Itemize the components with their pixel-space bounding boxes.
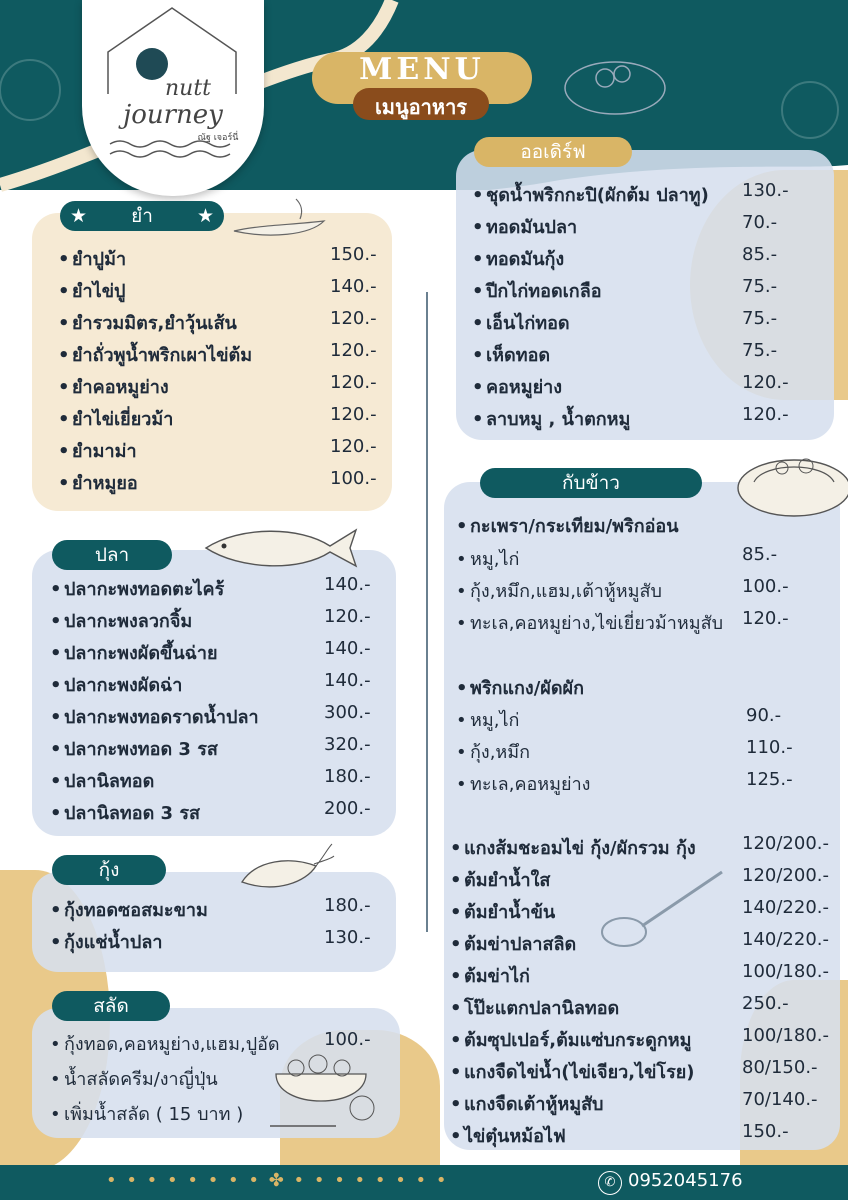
menu-item-name: • ต้มข่าไก่ xyxy=(450,966,530,987)
menu-item-name: • ปลานิลทอด 3 รส xyxy=(50,803,200,824)
menu-item-name: • กุ้งแช่น้ำปลา xyxy=(50,932,163,953)
menu-item-price: 130.- xyxy=(742,180,789,201)
menu-item-price: 140.- xyxy=(324,670,371,691)
kung-label: กุ้ง xyxy=(52,855,166,885)
menu-item-price: 120.- xyxy=(330,308,377,329)
menu-item-name: • กุ้งทอดซอสมะขาม xyxy=(50,900,208,921)
menu-item-price: 110.- xyxy=(746,737,793,758)
menu-item-price: 100.- xyxy=(330,468,377,489)
menu-item-price: 180.- xyxy=(324,766,371,787)
menu-item-name: • แกงส้มชะอมไข่ กุ้ง/ผักรวม กุ้ง xyxy=(450,838,696,859)
menu-item-name: • ปลานิลทอด xyxy=(50,771,155,792)
menu-item-price: 320.- xyxy=(324,734,371,755)
menu-item-name: • ต้มซุปเปอร์,ต้มแซ่บกระดูกหมู xyxy=(450,1030,692,1051)
menu-item-name: • โป๊ะแตกปลานิลทอด xyxy=(450,998,620,1019)
yam-label: ยำ xyxy=(131,205,153,227)
menu-item-price: 140.- xyxy=(330,276,377,297)
menu-item-name: • ยำหมูยอ xyxy=(58,473,138,494)
ladle-icon xyxy=(598,866,728,950)
menu-item-price: 85.- xyxy=(742,244,778,265)
menu-item-name: • กุ้ง,หมึก,แฮม,เต้าหู้หมูสับ xyxy=(456,581,662,602)
menu-item-name: • ยำไข่เยี่ยวม้า xyxy=(58,409,174,430)
menu-item-price: 70.- xyxy=(742,212,778,233)
chili-icon xyxy=(230,195,330,245)
salad-bowl-icon xyxy=(266,1048,384,1132)
brand-line1: nutt xyxy=(164,76,212,101)
menu-title-th: เมนูอาหาร xyxy=(374,95,468,119)
salad-label: สลัด xyxy=(52,991,170,1021)
menu-item-price: 140.- xyxy=(324,574,371,595)
menu-item-name: • ทะเล,คอหมูย่าง,ไข่เยี่ยวม้าหมูสับ xyxy=(456,613,724,634)
curry-plate-icon xyxy=(734,432,848,522)
menu-title-en: MENU xyxy=(359,52,485,87)
menu-item-name: • ทอดมันกุ้ง xyxy=(472,249,565,270)
menu-item-price: 100.- xyxy=(324,1029,371,1050)
menu-item-name: • กุ้ง,หมึก xyxy=(456,742,531,763)
brand-small: ณัฐ เจอร์นี่ xyxy=(197,133,239,143)
menu-item-name: • ปลากะพงทอด 3 รส xyxy=(50,739,218,760)
menu-item-name: • หมู,ไก่ xyxy=(456,710,520,731)
plate-sketch-icon xyxy=(560,50,670,120)
menu-item-name: • แกงจืดเต้าหู้หมูสับ xyxy=(450,1094,604,1115)
star-icon: ★ xyxy=(70,205,88,227)
menu-item-price: 75.- xyxy=(742,308,778,329)
menu-item-price: 150.- xyxy=(742,1121,789,1142)
kapkhao-group2-title: • พริกแกง/ผัดผัก xyxy=(456,678,584,699)
orderve-label: ออเดิร์ฟ xyxy=(474,137,632,167)
menu-item-name: • ปลากะพงผัดฉ่า xyxy=(50,675,183,696)
menu-item-name: • ทะเล,คอหมูย่าง xyxy=(456,774,591,795)
menu-item-price: 80/150.- xyxy=(742,1057,818,1078)
menu-item-name: • ยำรวมมิตร,ยำวุ้นเส้น xyxy=(58,313,237,334)
menu-item-price: 125.- xyxy=(746,769,793,790)
pla-label: ปลา xyxy=(52,540,172,570)
menu-item-name: • ยำไข่ปู xyxy=(58,281,126,302)
menu-item-name: • ต้มยำน้ำข้น xyxy=(450,902,556,923)
menu-item-price: 140/220.- xyxy=(742,897,829,918)
menu-item-price: 120.- xyxy=(742,608,789,629)
menu-item-price: 70/140.- xyxy=(742,1089,818,1110)
shrimp-icon xyxy=(236,842,336,904)
kapkhao-group1-title: • กะเพรา/กระเทียม/พริกอ่อน xyxy=(456,516,679,537)
menu-item-name: • น้ำสลัดครีม/งาญี่ปุ่น xyxy=(50,1069,218,1090)
menu-item-name: • ปลากะพงผัดขึ้นฉ่าย xyxy=(50,643,218,664)
kapkhao-label: กับข้าว xyxy=(480,468,702,498)
menu-item-price: 200.- xyxy=(324,798,371,819)
menu-item-name: • ยำคอหมูย่าง xyxy=(58,377,169,398)
menu-item-price: 120.- xyxy=(324,606,371,627)
menu-item-price: 75.- xyxy=(742,276,778,297)
logo-card xyxy=(82,0,264,196)
menu-item-name: • ต้มข่าปลาสลิด xyxy=(450,934,577,955)
menu-item-name: • ปลากะพงทอดราดน้ำปลา xyxy=(50,707,259,728)
menu-item-price: 100/180.- xyxy=(742,1025,829,1046)
menu-item-price: 120.- xyxy=(742,404,789,425)
menu-item-name: • ลาบหมู , น้ำตกหมู xyxy=(472,409,631,430)
menu-item-price: 120.- xyxy=(330,340,377,361)
menu-item-price: 120.- xyxy=(330,436,377,457)
menu-item-price: 180.- xyxy=(324,895,371,916)
menu-item-price: 120/200.- xyxy=(742,865,829,886)
phone-number: 0952045176 xyxy=(628,1170,743,1191)
menu-item-price: 100.- xyxy=(742,576,789,597)
menu-item-price: 300.- xyxy=(324,702,371,723)
menu-item-name: • ทอดมันปลา xyxy=(472,217,578,238)
menu-item-price: 120.- xyxy=(330,404,377,425)
fish-icon xyxy=(200,520,360,576)
menu-item-name: • หมู,ไก่ xyxy=(456,549,520,570)
menu-item-name: • เพิ่มน้ำสลัด ( 15 บาท ) xyxy=(50,1104,244,1125)
menu-item-name: • แกงจืดไข่น้ำ(ไข่เจียว,ไข่โรย) xyxy=(450,1062,695,1083)
menu-item-name: • เอ็นไก่ทอด xyxy=(472,313,570,334)
menu-item-price: 250.- xyxy=(742,993,789,1014)
menu-item-price: 90.- xyxy=(746,705,782,726)
menu-item-name: • เห็ดทอด xyxy=(472,345,551,366)
yam-label-pill xyxy=(60,201,224,231)
menu-item-name: • ต้มยำน้ำใส xyxy=(450,870,551,891)
menu-item-price: 120.- xyxy=(330,372,377,393)
footer-phone[interactable] xyxy=(598,1170,743,1195)
brand-line2: journey xyxy=(123,100,223,130)
menu-item-price: 85.- xyxy=(742,544,778,565)
menu-item-name: • ชุดน้ำพริกกะปิ(ผักต้ม ปลาทู) xyxy=(472,185,709,206)
menu-item-name: • ไข่ตุ๋นหม้อไฟ xyxy=(450,1126,566,1147)
menu-item-name: • ยำปูม้า xyxy=(58,249,127,270)
menu-item-price: 100/180.- xyxy=(742,961,829,982)
menu-item-name: • กุ้งทอด,คอหมูย่าง,แฮม,ปูอัด xyxy=(50,1034,280,1055)
menu-item-price: 150.- xyxy=(330,244,377,265)
menu-item-price: 75.- xyxy=(742,340,778,361)
menu-item-price: 120/200.- xyxy=(742,833,829,854)
phone-icon: ✆ xyxy=(598,1171,622,1195)
menu-item-name: • ยำมาม่า xyxy=(58,441,137,462)
menu-item-price: 140.- xyxy=(324,638,371,659)
menu-item-name: • ปลากะพงทอดตะไคร้ xyxy=(50,579,225,600)
star-icon: ★ xyxy=(196,205,214,227)
footer-ornament: • • • • • • • • ✤ • • • • • • • • xyxy=(106,1170,449,1191)
menu-item-name: • ปีกไก่ทอดเกลือ xyxy=(472,281,602,302)
menu-item-name: • ยำถั่วพูน้ำพริกเผาไข่ต้ม xyxy=(58,345,253,366)
menu-item-name: • คอหมูย่าง xyxy=(472,377,563,398)
menu-item-price: 140/220.- xyxy=(742,929,829,950)
menu-item-name: • ปลากะพงลวกจิ้ม xyxy=(50,611,193,632)
column-divider xyxy=(426,292,428,932)
menu-item-price: 120.- xyxy=(742,372,789,393)
menu-item-price: 130.- xyxy=(324,927,371,948)
